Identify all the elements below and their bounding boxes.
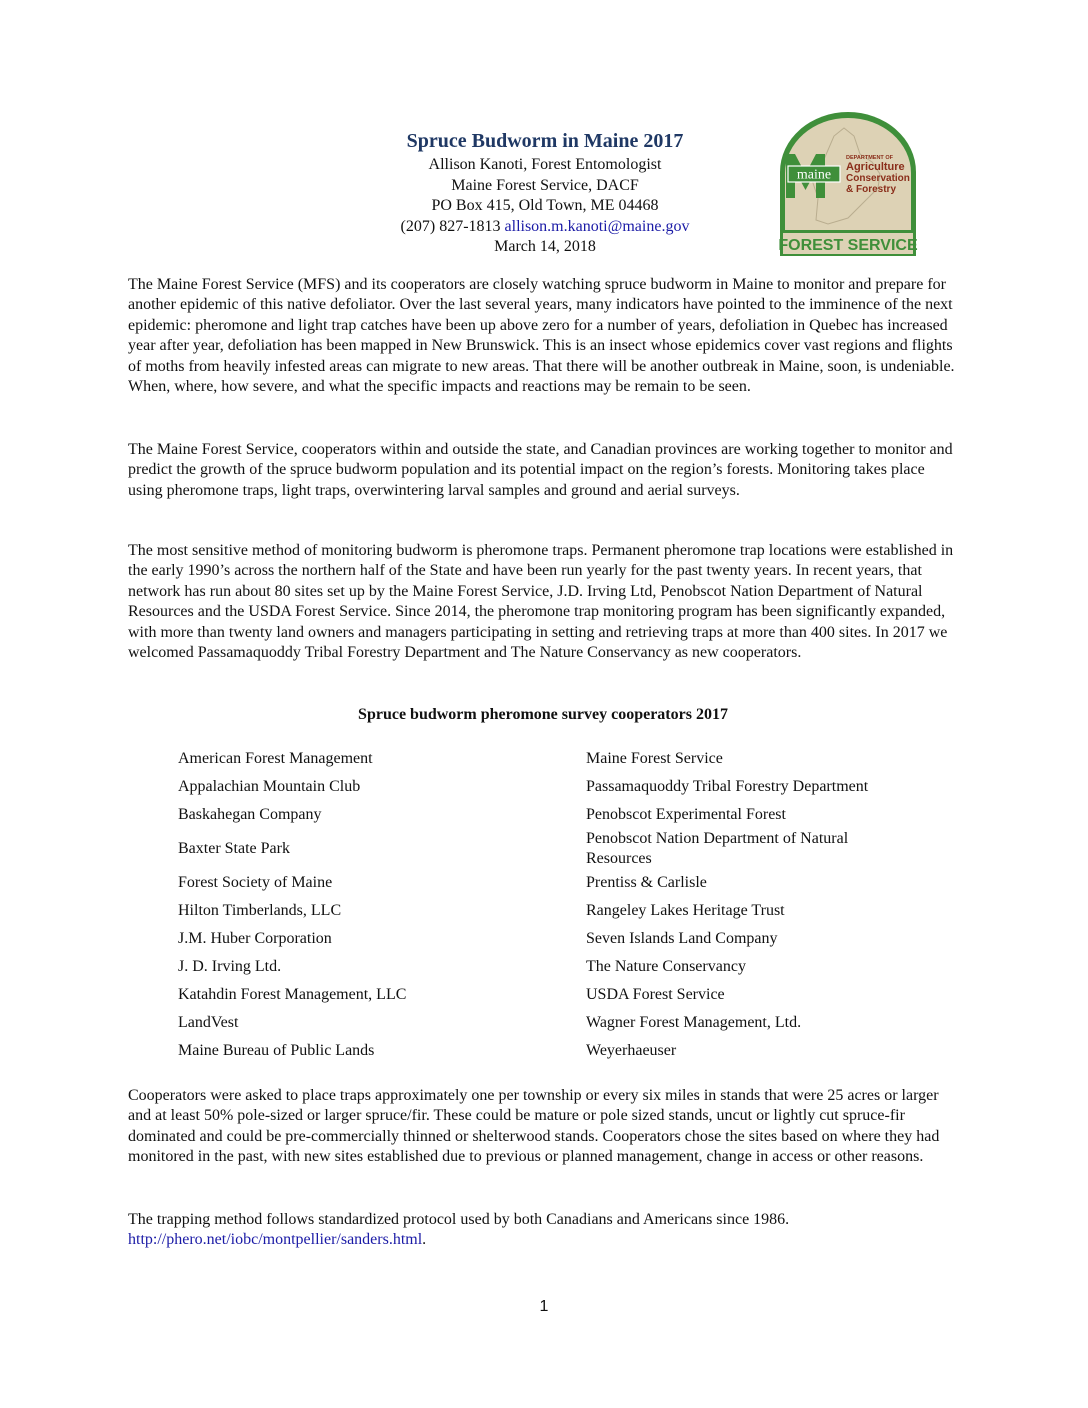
table-row [178, 745, 958, 773]
cooperator-name: LandVest [178, 1014, 239, 1031]
table-row [178, 773, 958, 801]
organization-line: Maine Forest Service, DACF [451, 176, 639, 194]
table-row [178, 1037, 958, 1065]
table-row [178, 925, 958, 953]
cooperator-name: USDA Forest Service [586, 986, 725, 1003]
table-row [178, 869, 958, 897]
page-number: 1 [539, 1298, 549, 1315]
document-title: Spruce Budworm in Maine 2017 [406, 130, 684, 152]
cooperator-name: J. D. Irving Ltd. [178, 958, 282, 975]
table-row [178, 829, 958, 869]
cooperator-name: Penobscot Nation Department of Natural Resources [586, 830, 849, 867]
cooperator-name: Passamaquoddy Tribal Forestry Department [586, 778, 869, 795]
cooperator-name: Rangeley Lakes Heritage Trust [586, 902, 785, 919]
logo-dept-line-0: DEPARTMENT OF [846, 155, 893, 161]
cooperators-table-title: Spruce budworm pheromone survey cooperators 2017 [358, 706, 728, 723]
cooperator-name: Maine Bureau of Public Lands [178, 1042, 375, 1059]
pheromone-traps-paragraph: The most sensitive method of monitoring budworm is pheromone traps. Permanent pheromone trap locations were established in the early 1990’s across the northern half of the State and have been run yearly for the past twenty years. In recent years, that network has run about 80 sites set up by the Maine Forest Service, J.D. Irving Ltd, Penobscot Nation Department of Natural Resources and the USDA Forest Service. Since 2014, the pheromone trap monitoring program has been significantly expanded, with more than twenty land owners and managers participating in setting and retrieving traps at more than 400 sites. In 2017 we welcomed Passamaquoddy Tribal Forestry Department and The Nature Conservancy as new cooperators. [128, 542, 954, 662]
intro-paragraph: The Maine Forest Service (MFS) and its cooperators are closely watching spruce budworm in Maine to monitor and prepare for another epidemic of this native defoliator. Over the last several years, many indicators have pointed to the imminence of the next epidemic: pheromone and light trap catches have been up above zero for a number of years, defoliation in Quebec has increased year after year, defoliation has been mapped in New Brunswick. This is an insect whose epidemics cover vast regions and flights of moths from heavily infested areas can migrate to new areas. That there will be another outbreak in Maine, soon, is undeniable. When, where, how severe, and what the specific impacts and reactions may be remain to be seen. [128, 276, 955, 396]
cooperator-name: Baxter State Park [178, 840, 290, 857]
cooperator-name: J.M. Huber Corporation [178, 930, 332, 947]
cooperators-table [178, 745, 958, 1065]
cooperator-name: Appalachian Mountain Club [178, 778, 361, 795]
trapping-method-text: The trapping method follows standardized protocol used by both Canadians and Americans since 1986. [128, 1211, 790, 1228]
cooperator-name: Weyerhaeuser [586, 1042, 677, 1059]
cooperator-name: Seven Islands Land Company [586, 930, 778, 947]
contact-line [340, 217, 750, 238]
cooperator-name: Baskahegan Company [178, 806, 322, 823]
table-row [178, 981, 958, 1009]
cooperator-name: American Forest Management [178, 750, 373, 767]
document-date: March 14, 2018 [494, 238, 596, 255]
trap-placement-paragraph: Cooperators were asked to place traps approximately one per township or every six miles in stands that were 25 acres or larger and at least 50% pole-sized or larger spruce/fir. These could be mature or pole sized stands, uncut or lightly cut spruce-fir dominated and could be pre-commercially thinned or shelterwood stands. Cooperators chose the sites based on where they had monitored in the past, with new sites established due to previous or planned management, change in access or other reasons. [128, 1087, 940, 1166]
cooperator-name: Katahdin Forest Management, LLC [178, 986, 407, 1003]
author-line: Allison Kanoti, Forest Entomologist [428, 156, 662, 173]
cooperator-name: Forest Society of Maine [178, 874, 333, 891]
logo-maine-text: maine [796, 167, 832, 183]
email-link[interactable]: allison.m.kanoti@maine.gov [504, 217, 690, 235]
cooperator-name: The Nature Conservancy [586, 958, 746, 975]
trapping-method-paragraph [128, 1210, 958, 1251]
logo-dept-line-3: & Forestry [846, 184, 897, 195]
maine-forest-service-logo [776, 110, 920, 260]
phone-number: (207) 827-1813 [400, 217, 501, 235]
logo-banner-text: FOREST SERVICE [778, 237, 918, 254]
cooperator-name: Hilton Timberlands, LLC [178, 902, 342, 919]
cooperator-name: Penobscot Experimental Forest [586, 806, 786, 823]
table-row [178, 953, 958, 981]
trapping-method-end: . [422, 1231, 427, 1249]
table-row [178, 1009, 958, 1037]
logo-dept-line-2: Conservation [846, 173, 910, 184]
document-header [340, 128, 750, 258]
cooperator-name: Prentiss & Carlisle [586, 874, 707, 891]
table-row [178, 897, 958, 925]
cooperator-name: Maine Forest Service [586, 750, 723, 767]
logo-dept-line-1: Agriculture [846, 161, 905, 173]
monitoring-paragraph: The Maine Forest Service, cooperators within and outside the state, and Canadian provinces are working together to monitor and predict the growth of the spruce budworm population and its potential impact on the region’s forests. Monitoring takes place using pheromone traps, light traps, overwintering larval samples and ground and aerial surveys. [128, 441, 953, 499]
protocol-link[interactable]: http://phero.net/iobc/montpellier/sanders.html [128, 1231, 423, 1249]
cooperator-name: Wagner Forest Management, Ltd. [586, 1014, 802, 1031]
address-line: PO Box 415, Old Town, ME 04468 [431, 197, 659, 214]
table-row [178, 801, 958, 829]
